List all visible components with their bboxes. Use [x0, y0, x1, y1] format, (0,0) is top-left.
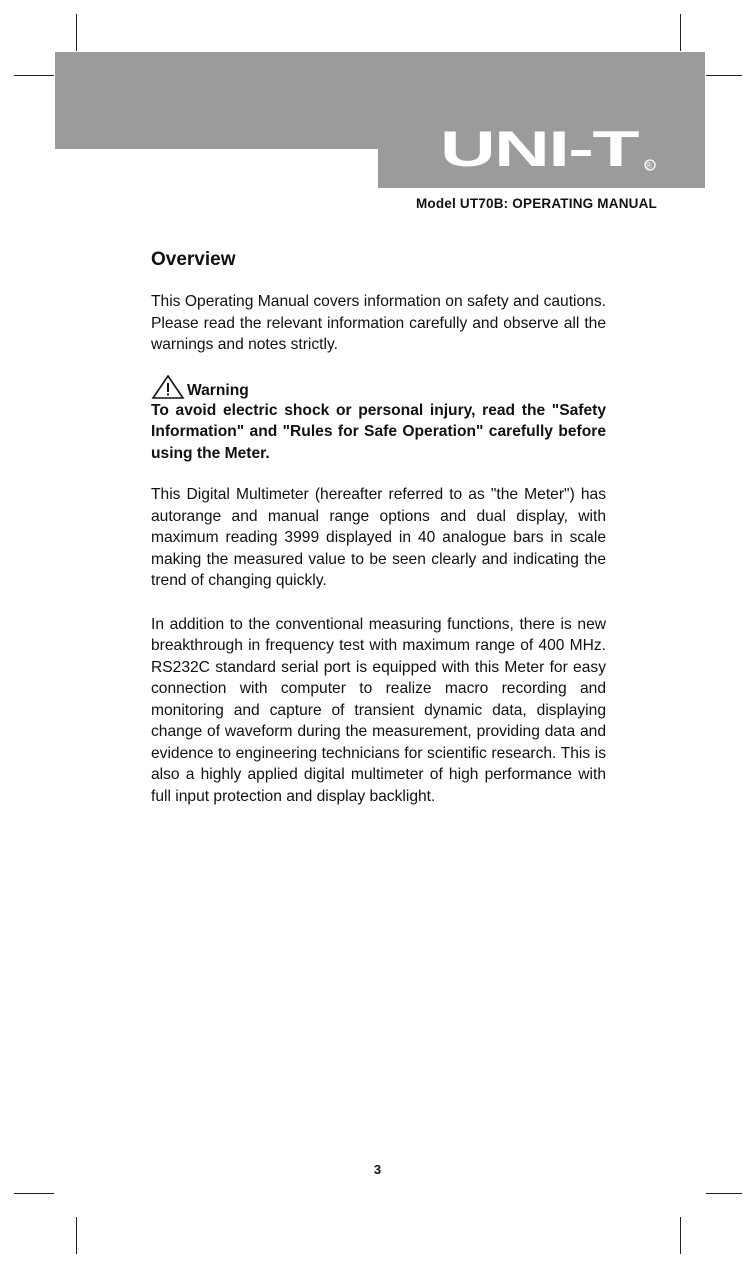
crop-mark-top-left-h [14, 75, 54, 76]
crop-mark-top-left [76, 14, 77, 51]
crop-mark-bottom-left-h [14, 1193, 54, 1194]
brand-logo-text: UNI-T [440, 121, 639, 177]
additional-paragraph: In addition to the conventional measuring functions, there is new breakthrough in frequency test with maximum range of 400 MHz. RS232C standard serial port is equipped with this Meter for easy connection with computer to realize macro recording and monitoring and capture of transient dynamic data, displaying change of waveform during the measurement, providing data and evidence to engineering technicians for scientific research. This is also a highly applied digital multimeter of high performance with full input protection and display backlight. [151, 615, 606, 805]
warning-triangle-icon [151, 374, 185, 400]
overview-section [151, 248, 606, 807]
crop-mark-bottom-right-h [706, 1193, 742, 1194]
crop-mark-bottom-left [76, 1217, 77, 1254]
brand-logo [440, 118, 660, 178]
registered-mark: ® [645, 160, 653, 171]
crop-mark-top-right-h [706, 75, 742, 76]
page-number: 3 [373, 1162, 382, 1177]
warning-label: Warning [187, 381, 249, 399]
warning-text: To avoid electric shock or personal injury, read the "Safety Information" and "Rules for Safe Operation" carefully before using the Meter. [151, 401, 606, 462]
section-title: Overview [151, 249, 236, 270]
crop-mark-top-right [680, 14, 681, 51]
description-paragraph: This Digital Multimeter (hereafter referred to as "the Meter") has autorange and manual range options and dual display, with maximum reading 3999 displayed in 40 analogue bars in scale making the measured value to be seen clearly and indicating the trend of changing quickly. [151, 486, 606, 589]
model-line: Model UT70B: OPERATING MANUAL [415, 196, 657, 211]
warning-heading [151, 374, 606, 400]
crop-mark-bottom-right [680, 1217, 681, 1254]
intro-paragraph: This Operating Manual covers information on safety and cautions. Please read the relevant information carefully and observe all the warnings and notes strictly. [151, 293, 606, 353]
